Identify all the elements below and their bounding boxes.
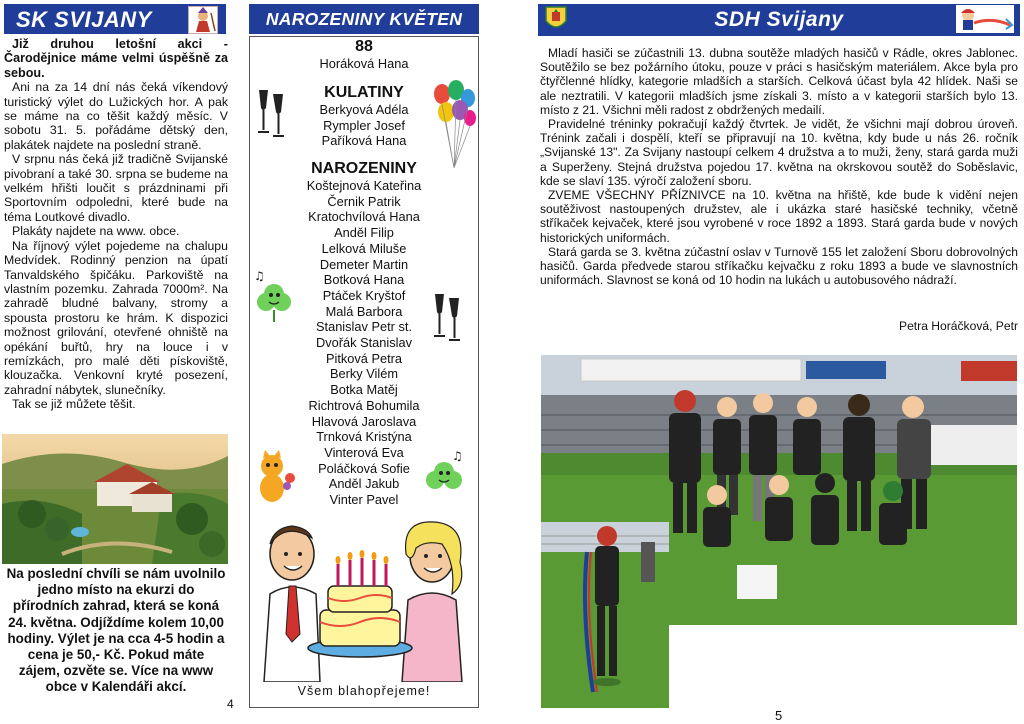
young-firefighter-with-medal-photo [541, 522, 669, 708]
sk-svijany-header [4, 4, 226, 34]
birthday-name: Anděl Filip [334, 225, 394, 241]
sdh-svijany-title: SDH Svijany [714, 8, 844, 31]
article-paragraph: Plakáty najdete na www. obce. [12, 224, 180, 239]
svg-text:♫: ♫ [452, 449, 463, 463]
birthday-name: Demeter Martin [319, 256, 409, 272]
article-paragraph: Na říjnový výlet pojedeme na chalupu Medvídek. Rodinný penzion na úpatí Tanvaldského špičáku. Parkoviště na vlastním pozemku. Zahrada 7000m². Na zahradě bludné balvany, stromy a spousta prostoru ke hrám. K dispozici možnost grilování, otevřené ohniště na opékání buřtů, hry na louce i v remízkách, pro malé děti pískoviště, klouzačka. Venkovní kryté posezení, zahradní nábytek, slunečníky. [4, 238, 228, 397]
article-paragraph: ZVEME VŠECHNY PŘÍZNIVCE na 10. května na hřiště, kde bude k vidění nejen soutěživost nastoupených družstev, ale i ukázka staré hasičské techniky, včetně stříkaček kejvaček, které jsou vyrobené v roce 1892 a 1893. Stará garda bude v nových historických uniformách. [540, 188, 1018, 245]
birthday-name: Paříková Hana [321, 133, 407, 149]
birthday-name: Trnková Kristýna [316, 429, 412, 445]
birthday-name: Vinterová Eva [324, 444, 404, 460]
champagne-glasses-icon [256, 88, 286, 145]
sk-svijany-article [4, 37, 228, 412]
article-paragraph: Pravidelné tréninky pokračují každý čtvrtek. Je vidět, že všichni mají dobrou úroveň. Trénink začali i dospělí, kteří se připravují na 10. května, kdy bude u nás 26. ročník „Svijanské 13". Za Svijany nastoupí celkem 4 družstva a to muži, ženy, stará garda muži a Superženy. Stejná družstva pojedou 17. května na okrskovou soutěž do Soběslavic, kde se slaví 135. výročí založení sboru. [540, 117, 1018, 188]
shamrock-character-icon [422, 448, 470, 509]
narozeniny-heading: NAROZENINY [311, 160, 417, 177]
firefighter-cartoon-icon [956, 5, 1014, 33]
sdh-svijany-header [538, 4, 1020, 36]
birthday-name: Stanislav Petr st. [315, 319, 412, 335]
birthday-name: Ptáček Kryštof [322, 287, 406, 303]
sdh-article [540, 46, 1018, 287]
balloons-icon [432, 78, 476, 178]
birthday-name: Lelková Miluše [321, 240, 407, 256]
article-paragraph: Tak se již můžete těšit. [12, 397, 136, 412]
birthday-name: Malá Barbora [325, 303, 403, 319]
article-paragraph: Stará garda se 3. května zúčastní oslav v Turnově 155 let založení Sboru dobrovolných hasičů. Garda předvede starou stříkačku kejvačku z roku 1893 a bude ve slavnostních uniformách. Slavnost se koná od 10 hodin na lukách u autobusového nádraží. [540, 244, 1018, 288]
birthdays-header [249, 4, 479, 34]
sk-svijany-title: SK SVIJANY [16, 7, 152, 32]
article-paragraph: Mladí hasiči se zúčastnili 13. dubna soutěže mladých hasičů v Rádle, okres Jablonec. Soutěžilo se bez požárního útoku, pouze v práci s hasičským materiálem. Akce byla pro čtyřčlenné hlídky, kategorie mladších a starších. Celková účast byla 42 hlídek. Naši se ale neztratili. V kategorii mladších jsme získali 3. místo a v kategorii starších bylo 13. místo z 21. Všichni měli radost z obdržených medailí. [540, 46, 1018, 117]
age-88-heading: 88 [355, 38, 373, 55]
birthday-name: Kratochvílová Hana [308, 209, 420, 225]
page-number: 4 [227, 697, 234, 711]
birthday-name: Botka Matěj [330, 382, 398, 398]
birthday-name: Berky Vilém [329, 366, 399, 382]
shamrock-character-icon [252, 268, 296, 329]
birthday-name: Horáková Hana [319, 56, 409, 71]
birthday-name: Rympler Josef [323, 117, 405, 133]
birthday-name: Koštejnová Kateřina [306, 178, 422, 193]
birthdays-title: NAROZENINY KVĚTEN [265, 9, 463, 29]
cottage-aerial-photo [2, 434, 228, 564]
champagne-glasses-icon [432, 292, 462, 349]
people-with-birthday-cake-icon [256, 514, 470, 687]
birthday-name: Richtrová Bohumila [308, 397, 420, 413]
age-88-block [249, 37, 479, 72]
page-number: 5 [775, 708, 783, 723]
birthday-name: Hlavová Jaroslava [311, 413, 417, 429]
birthday-name: Černik Patrik [327, 193, 401, 209]
article-paragraph: Ani na za 14 dní nás čeká víkendový turistický výlet do Lužických hor. A pak se máme na co těšit každý měsíc. V sobotu 31. 5. pořádáme dětský den, plakátek najdete na poslední straně. [4, 80, 228, 152]
birthday-name: Berkyová Adéla [319, 102, 409, 117]
greeting-text: Všem blahopřejeme! [297, 684, 431, 698]
article-signature: Petra Horáčková, Petr [899, 319, 1018, 333]
birthday-name: Dvořák Stanislav [315, 335, 412, 351]
birthday-name: Anděl Jakub [328, 476, 400, 492]
birthday-name: Poláčková Sofie [318, 460, 410, 476]
cat-with-flowers-icon [252, 448, 298, 511]
article-lead: Již druhou letošní akci - Čarodějnice máme velmi úspěšně za sebou. [4, 37, 228, 80]
birthday-name: Vinter Pavel [329, 492, 399, 508]
excursion-notice: Na poslední chvíli se nám uvolnilo jedno místo na ekurzi do přírodních zahrad, která se koná 24. května. Odjíždíme kolem 10,00 hodiny. Výlet je na cca 4-5 hodin a cena je 50,- Kč. Pokud máte zájem, ozvěte se. Více na www obce v Kalendáři akcí. [6, 566, 226, 695]
svg-text:♫: ♫ [254, 269, 265, 283]
birthday-name: Botková Hana [323, 272, 405, 288]
birthday-name: Pitková Petra [325, 350, 403, 366]
kulatiny-heading: KULATINY [324, 84, 404, 101]
mascot-icon [188, 6, 218, 34]
article-paragraph: V srpnu nás čeká již tradičně Svijanské pivobraní a také 30. srpna se budeme na velkém hřišti loučit s prázdninami při Sportovním odpoledni, které bude na téma Loutkové divadlo. [4, 152, 228, 224]
